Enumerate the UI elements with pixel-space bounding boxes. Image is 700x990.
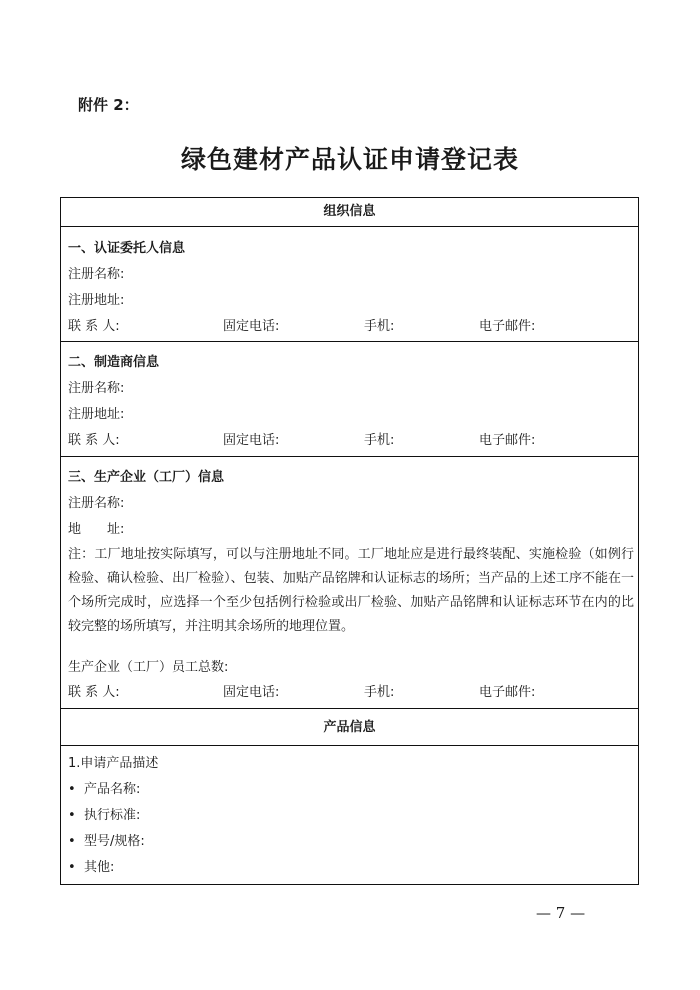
product-model-label: 型号/规格: bbox=[84, 834, 145, 849]
section-client-heading: 一、认证委托人信息 bbox=[68, 241, 186, 256]
section-client bbox=[61, 226, 638, 341]
bullet-icon: • bbox=[68, 860, 76, 875]
product-other-field[interactable] bbox=[68, 856, 114, 875]
client-reg-address-field[interactable]: 注册地址: bbox=[68, 293, 125, 308]
factory-staff-total-field[interactable]: 生产企业（工厂）员工总数: bbox=[68, 660, 229, 675]
section-manufacturer bbox=[61, 341, 638, 456]
bullet-icon: • bbox=[68, 834, 76, 849]
manufacturer-phone-field[interactable]: 固定电话: bbox=[223, 433, 280, 448]
page-number: — 7 — bbox=[536, 904, 586, 922]
section-manufacturer-heading: 二、制造商信息 bbox=[68, 355, 160, 370]
product-model-field[interactable] bbox=[68, 830, 145, 849]
factory-phone-field[interactable]: 固定电话: bbox=[223, 685, 280, 700]
section-product bbox=[61, 745, 638, 884]
product-other-label: 其他: bbox=[84, 860, 115, 875]
factory-reg-name-field[interactable]: 注册名称: bbox=[68, 496, 125, 511]
factory-email-field[interactable]: 电子邮件: bbox=[479, 685, 536, 700]
factory-address-note: 注：工厂地址按实际填写，可以与注册地址不同。工厂地址应是进行最终装配、实施检验（如例行检验、确认检验、出厂检验）、包装、加贴产品铭牌和认证标志的场所；当产品的上述工序不能在一个场所完成时，应选择一个至少包括例行检验或出厂检验、加贴产品铭牌和认证标志环节在内的比较完整的场所填写，并注明其余场所的地理位置。 bbox=[68, 547, 634, 634]
client-mobile-field[interactable]: 手机: bbox=[364, 319, 395, 334]
bullet-icon: • bbox=[68, 808, 76, 823]
product-name-label: 产品名称: bbox=[84, 782, 141, 797]
product-description-heading: 1.申请产品描述 bbox=[68, 756, 159, 771]
manufacturer-email-field[interactable]: 电子邮件: bbox=[479, 433, 536, 448]
bullet-icon: • bbox=[68, 782, 76, 797]
product-standard-label: 执行标准: bbox=[84, 808, 141, 823]
factory-mobile-field[interactable]: 手机: bbox=[364, 685, 395, 700]
client-phone-field[interactable]: 固定电话: bbox=[223, 319, 280, 334]
section-factory-heading: 三、生产企业（工厂）信息 bbox=[68, 470, 225, 485]
factory-contact-field[interactable]: 联 系 人: bbox=[68, 685, 120, 700]
org-info-header bbox=[61, 198, 638, 226]
form-title: 绿色建材产品认证申请登记表 bbox=[180, 145, 519, 174]
client-email-field[interactable]: 电子邮件: bbox=[479, 319, 536, 334]
manufacturer-mobile-field[interactable]: 手机: bbox=[364, 433, 395, 448]
client-reg-name-field[interactable]: 注册名称: bbox=[68, 267, 125, 282]
org-info-header-text: 组织信息 bbox=[323, 204, 376, 219]
factory-address-field[interactable]: 地 址: bbox=[68, 522, 125, 537]
manufacturer-contact-field[interactable]: 联 系 人: bbox=[68, 433, 120, 448]
attachment-label: 附件 2： bbox=[78, 96, 139, 114]
manufacturer-reg-address-field[interactable]: 注册地址: bbox=[68, 407, 125, 422]
client-contact-field[interactable]: 联 系 人: bbox=[68, 319, 120, 334]
manufacturer-reg-name-field[interactable]: 注册名称: bbox=[68, 381, 125, 396]
product-name-field[interactable] bbox=[68, 778, 140, 797]
section-factory bbox=[61, 456, 638, 708]
application-form bbox=[60, 197, 639, 885]
product-info-header bbox=[61, 708, 638, 745]
product-info-header-text: 产品信息 bbox=[323, 720, 376, 735]
product-standard-field[interactable] bbox=[68, 804, 140, 823]
